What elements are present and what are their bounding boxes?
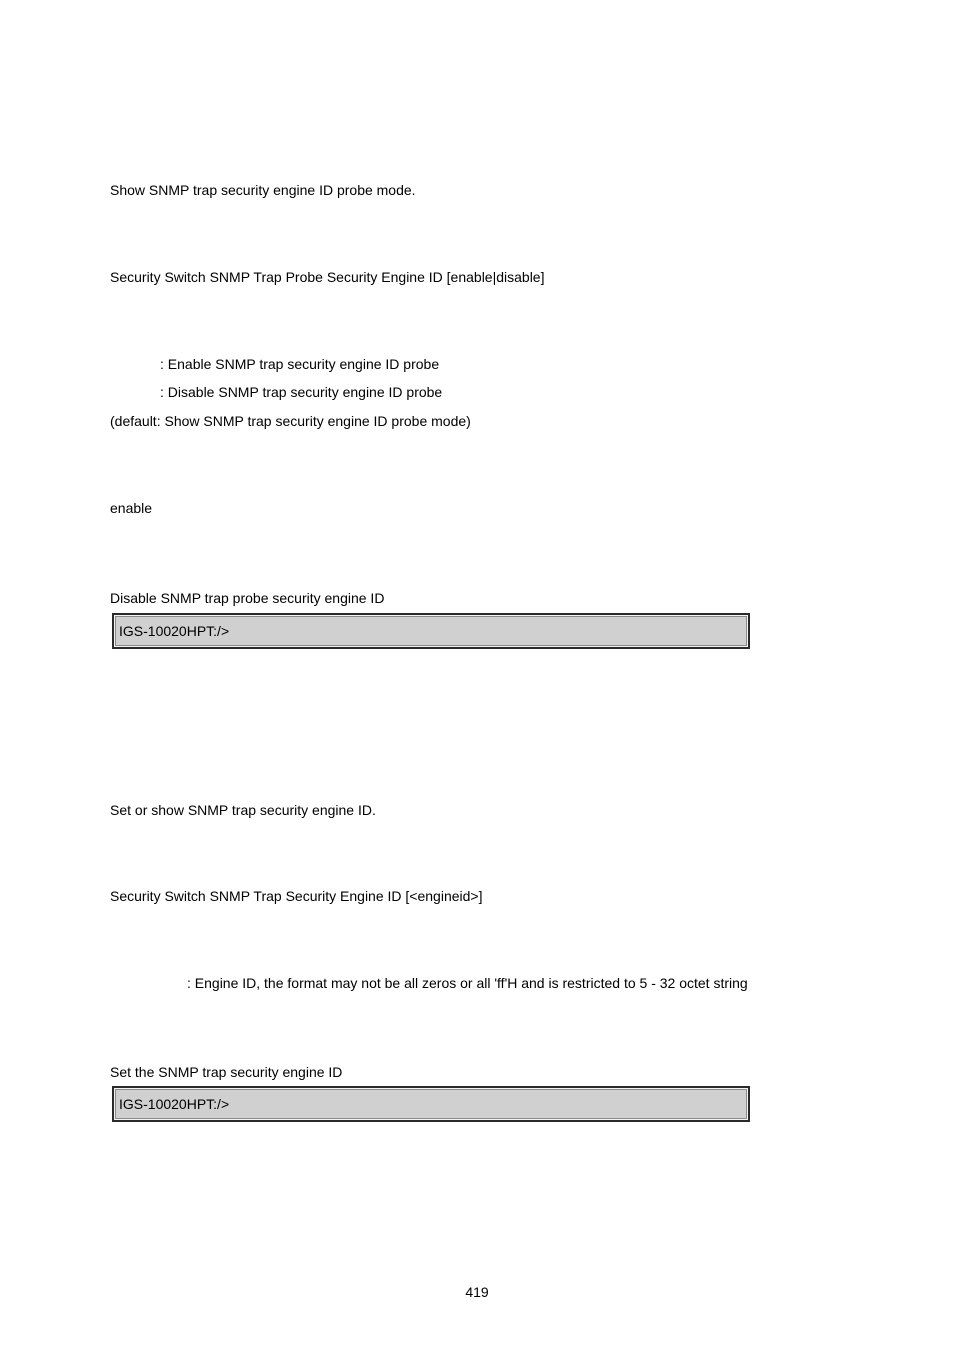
command-prompt: IGS-10020HPT:/> bbox=[119, 623, 230, 639]
section2-description: Set or show SNMP trap security engine ID. bbox=[110, 802, 376, 818]
section1-syntax: Security Switch SNMP Trap Probe Security Engine ID [enable|disable] bbox=[110, 269, 545, 285]
param-engineid: : Engine ID, the format may not be all zeros or all 'ff'H and is restricted to 5 - 32 octet string bbox=[187, 975, 748, 991]
section2-syntax: Security Switch SNMP Trap Security Engine ID [<engineid>] bbox=[110, 888, 483, 904]
param-disable: : Disable SNMP trap security engine ID probe bbox=[160, 384, 443, 400]
section1-description: Show SNMP trap security engine ID probe mode. bbox=[110, 182, 416, 198]
section1-example-title: Disable SNMP trap probe security engine ID bbox=[110, 590, 385, 606]
default-note: (default: Show SNMP trap security engine ID probe mode) bbox=[110, 413, 471, 429]
command-prompt: IGS-10020HPT:/> bbox=[119, 1096, 230, 1112]
param-enable: : Enable SNMP trap security engine ID probe bbox=[160, 356, 440, 372]
default-value: enable bbox=[110, 500, 153, 516]
command-box bbox=[112, 613, 750, 649]
command-box bbox=[112, 1086, 750, 1122]
page-number: 419 bbox=[465, 1284, 489, 1300]
section2-example-title: Set the SNMP trap security engine ID bbox=[110, 1064, 343, 1080]
